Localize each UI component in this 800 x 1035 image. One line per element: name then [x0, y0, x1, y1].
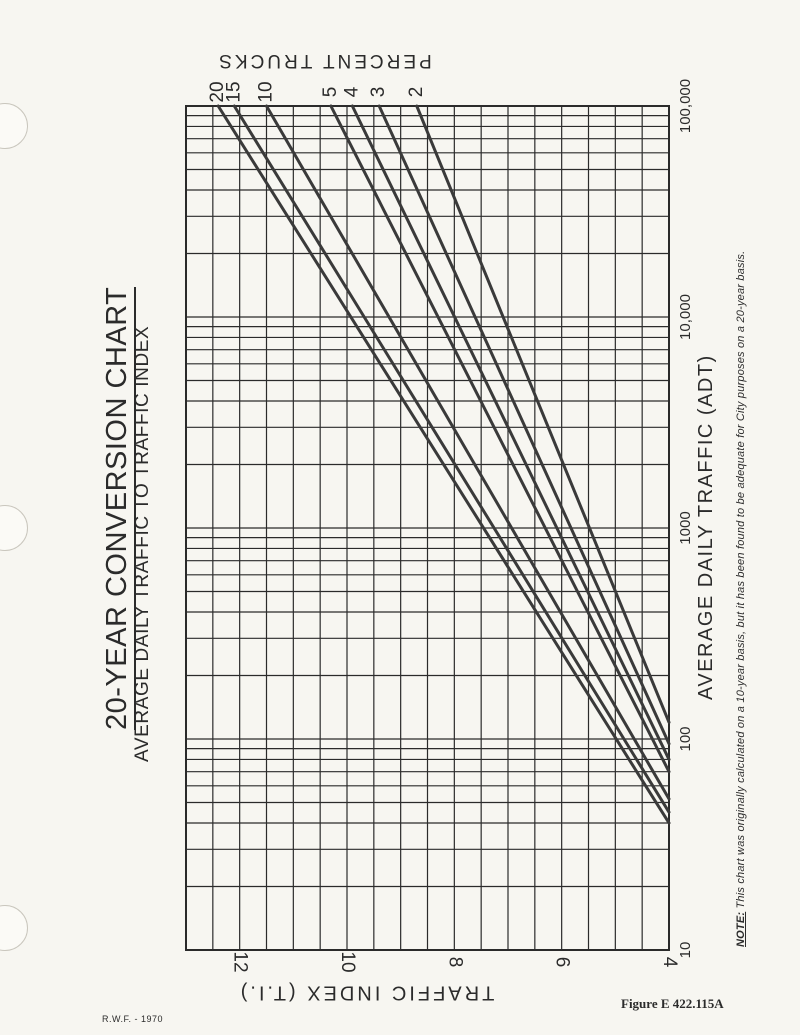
legend-label-3: 3 — [368, 86, 390, 98]
chart-subtitle: AVERAGE DAILY TRAFFIC TO TRAFFIC INDEX — [132, 325, 153, 762]
y-axis-label: TRAFFIC INDEX (T.I.) — [237, 981, 495, 1004]
chart-title: 20-YEAR CONVERSION CHART — [100, 287, 136, 730]
y-tick-6: 6 — [551, 956, 573, 968]
series-line-4 — [352, 106, 669, 759]
series-line-15 — [234, 106, 669, 812]
y-tick-8: 8 — [444, 956, 466, 968]
note-text: This chart was originally calculated on a 10-year basis, but it has been found to be adequate for City purposes on a 20-year basis. — [735, 250, 747, 909]
x-tick-10: 10 — [676, 941, 694, 959]
x-axis-label: AVERAGE DAILY TRAFFIC (ADT) — [695, 354, 717, 700]
legend-label-15: 15 — [223, 81, 245, 103]
series-line-10 — [267, 106, 670, 799]
y-tick-4: 4 — [658, 956, 680, 968]
series-line-3 — [379, 106, 669, 744]
legend-label-5: 5 — [319, 86, 341, 98]
y-tick-12: 12 — [229, 951, 251, 973]
x-tick-1000: 1000 — [676, 511, 694, 545]
legend-label-20: 20 — [207, 81, 229, 103]
x-tick-100: 100 — [676, 726, 694, 752]
legend-label-2: 2 — [405, 86, 427, 98]
footnote — [735, 251, 747, 947]
figure-number: Figure E 422.115A — [621, 996, 724, 1011]
series-line-5 — [331, 106, 669, 772]
note-label: NOTE: — [735, 911, 747, 947]
legend-label-4: 4 — [341, 86, 363, 98]
legend-title: PERCENT TRUCKS — [216, 50, 432, 71]
credit-text: R.W.F. - 1970 — [102, 1014, 164, 1024]
grid-lines — [186, 106, 669, 950]
y-tick-10: 10 — [336, 951, 358, 973]
x-tick-100000: 100,000 — [676, 78, 694, 134]
legend-label-10: 10 — [255, 81, 277, 103]
legend — [207, 81, 427, 102]
x-tick-10000: 10,000 — [676, 294, 694, 340]
